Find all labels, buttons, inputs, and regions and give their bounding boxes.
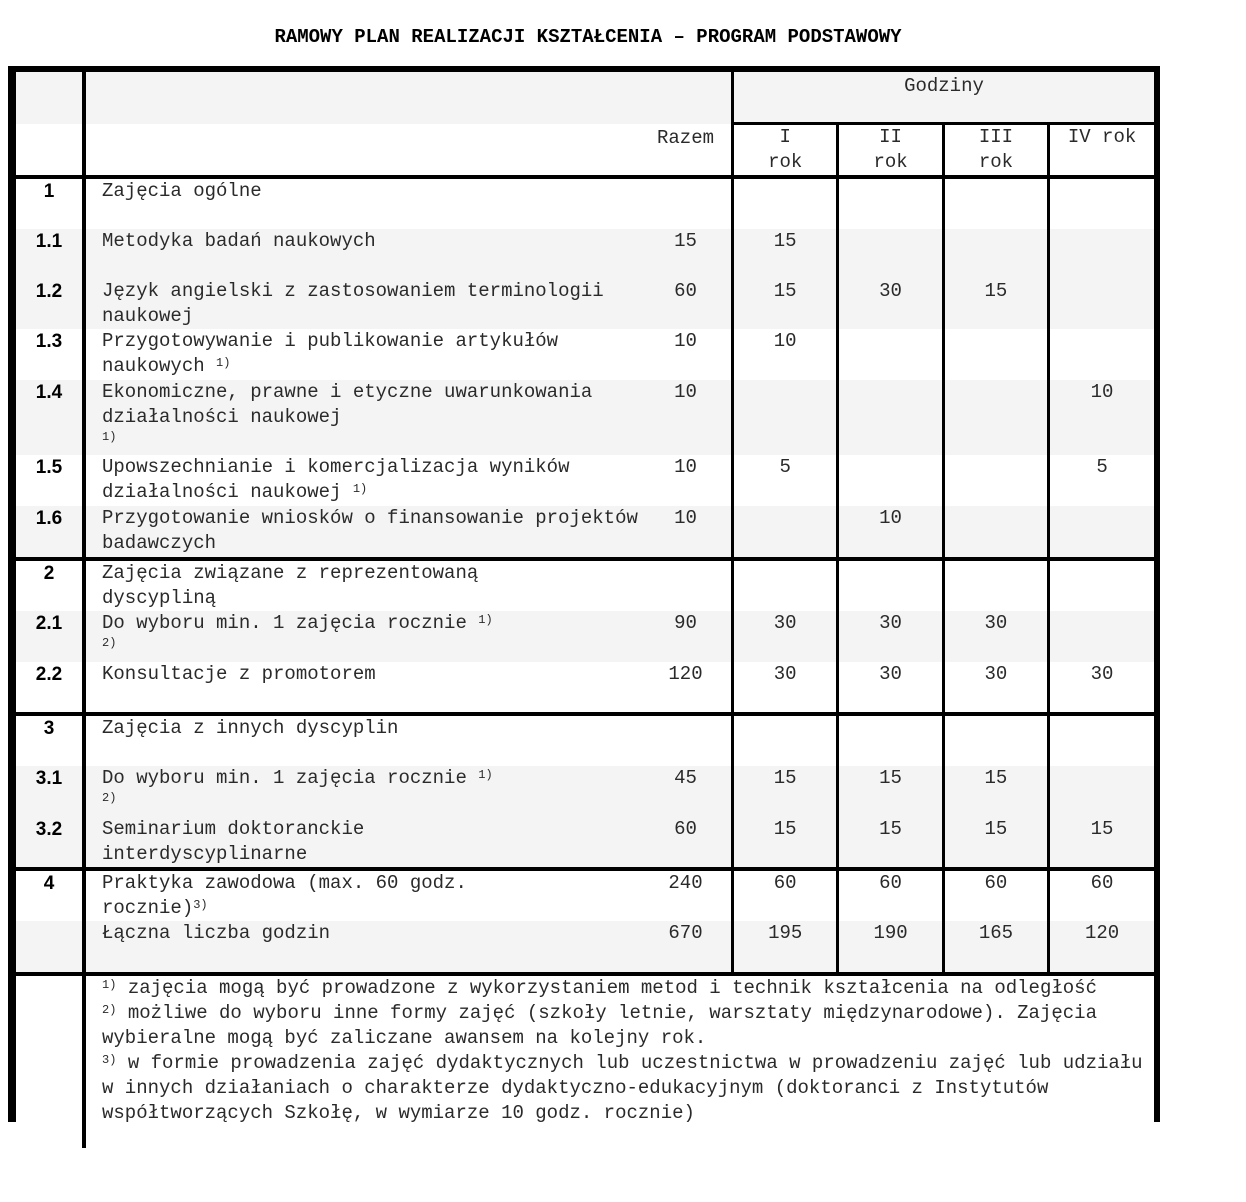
- table-row: 1.3 Przygotowywanie i publikowanie artykułów naukowych $^{1)}$ 10 10: [16, 329, 1154, 380]
- table-row: 1.2 Język angielski z zastosowaniem terminologii naukowej 60 15 30 15: [16, 279, 1154, 329]
- header-razem: Razem: [640, 124, 733, 178]
- total-row: Łączna liczba godzin 670 195 190 165 120: [16, 921, 1154, 974]
- table-row: 1.1 Metodyka badań naukowych 15 15: [16, 229, 1154, 279]
- table-row: 2.1 Do wyboru min. 1 zajęcia rocznie $^{1)}$ 2) 90 30 30 30: [16, 611, 1154, 662]
- header-year-3: III rok: [943, 124, 1048, 178]
- table-row: 2 Zajęcia związane z reprezentowaną dyscypliną: [16, 559, 1154, 611]
- table-row: 4 Praktyka zawodowa (max. 60 godz. rocznie)$^{3)}$ 240 60 60 60 60: [16, 869, 1154, 921]
- footnotes: [84, 974, 1154, 1148]
- header-year-2: II rok: [838, 124, 943, 178]
- footnote-2: $^{2)}$ możliwe do wyboru inne formy zajęć (szkoły letnie, warsztaty międzynarodowe). Zajęcia wybieralne mogą być zaliczane awansem na kolejny rok.: [102, 1002, 1097, 1049]
- footnotes-row: [16, 974, 1154, 1148]
- footnote-1: $^{1)}$ zajęcia mogą być prowadzone z wykorzystaniem metod i technik kształcenia na odległość: [102, 977, 1097, 999]
- header-row-2: [16, 124, 1154, 178]
- header-godziny: Godziny: [733, 72, 1155, 124]
- footnote-3: $^{3)}$ w formie prowadzenia zajęć dydaktycznych lub uczestnictwa w prowadzeniu zajęć lub udziału w innych działaniach o charakterze dydaktyczno-edukacyjnym (doktoranci z Instytutów współtworzących Szkołę, w wymiarze 10 godz. rocznie): [102, 1052, 1143, 1124]
- table-row: 2.2 Konsultacje z promotorem 120 30 30 30 30: [16, 662, 1154, 714]
- table-row: 3.1 Do wyboru min. 1 zajęcia rocznie $^{1)}$ 2) 45 15 15 15: [16, 766, 1154, 817]
- header-year-1: I rok: [733, 124, 838, 178]
- table-row: 1.4 Ekonomiczne, prawne i etyczne uwarunkowania działalności naukowej 1) 10 10: [16, 380, 1154, 455]
- table-row: 1.6 Przygotowanie wniosków o finansowanie projektów badawczych 10 10: [16, 506, 1154, 559]
- table-row: 3.2 Seminarium doktoranckie interdyscyplinarne 60 15 15 15 15: [16, 817, 1154, 869]
- header-year-4: IV rok: [1049, 124, 1154, 178]
- table-row: 3 Zajęcia z innych dyscyplin: [16, 714, 1154, 766]
- table-row: 1 Zajęcia ogólne: [16, 177, 1154, 229]
- program-table: [16, 72, 1154, 1148]
- page-title: RAMOWY PLAN REALIZACJI KSZTAŁCENIA – PROGRAM PODSTAWOWY: [274, 26, 902, 48]
- table-row: 1.5 Upowszechnianie i komercjalizacja wyników działalności naukowej $^{1)}$ 10 5 5: [16, 455, 1154, 506]
- header-row-1: [16, 72, 1154, 124]
